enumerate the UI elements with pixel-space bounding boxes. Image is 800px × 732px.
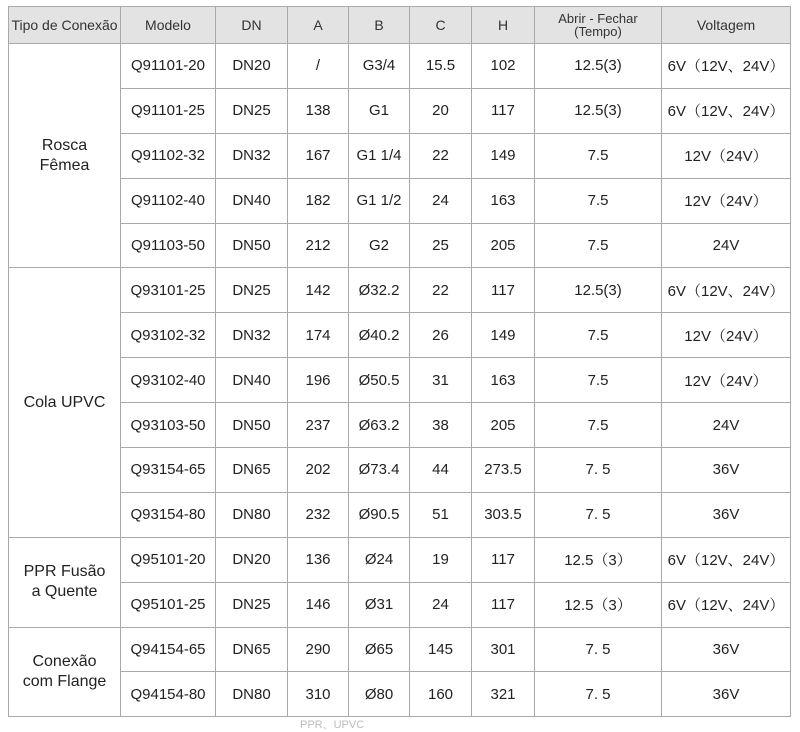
cell-dn: DN80 <box>216 492 288 537</box>
cell-h: 117 <box>472 268 535 313</box>
cell-modelo: Q93154-80 <box>121 492 216 537</box>
header-tempo-line2: (Tempo) <box>574 24 622 39</box>
cell-voltagem: 12V（24V） <box>662 133 791 178</box>
cell-modelo: Q91102-40 <box>121 178 216 223</box>
cell-voltagem: 12V（24V） <box>662 178 791 223</box>
cell-voltagem: 24V <box>662 403 791 448</box>
group-label-line1: Rosca <box>41 136 88 154</box>
cell-c: 15.5 <box>410 44 472 89</box>
cell-a: 232 <box>288 492 349 537</box>
cell-tempo: 7.5 <box>535 223 662 268</box>
cell-h: 303.5 <box>472 492 535 537</box>
table-row <box>9 88 791 133</box>
cell-b: Ø24 <box>349 537 410 582</box>
cell-voltagem: 6V（12V、24V） <box>662 268 791 313</box>
table-row <box>9 178 791 223</box>
cell-c: 25 <box>410 223 472 268</box>
group-label-line1: Conexão <box>32 652 97 670</box>
cell-b: Ø65 <box>349 627 410 672</box>
cell-a: 136 <box>288 537 349 582</box>
cell-a: 167 <box>288 133 349 178</box>
table-body <box>9 44 791 717</box>
group-cell <box>9 268 121 537</box>
cell-h: 163 <box>472 358 535 403</box>
cell-modelo: Q94154-65 <box>121 627 216 672</box>
cell-h: 117 <box>472 537 535 582</box>
cell-h: 163 <box>472 178 535 223</box>
cell-tempo: 12.5(3) <box>535 88 662 133</box>
cell-dn: DN50 <box>216 403 288 448</box>
cell-dn: DN40 <box>216 358 288 403</box>
table-row <box>9 448 791 493</box>
table-row <box>9 627 791 672</box>
cell-dn: DN20 <box>216 537 288 582</box>
group-label-line1: Cola UPVC <box>23 393 106 411</box>
header-a: A <box>288 7 349 44</box>
cell-c: 24 <box>410 582 472 627</box>
cell-a: 290 <box>288 627 349 672</box>
cell-voltagem: 6V（12V、24V） <box>662 582 791 627</box>
cell-dn: DN25 <box>216 582 288 627</box>
cell-tempo: 7.5 <box>535 313 662 358</box>
cell-a: 212 <box>288 223 349 268</box>
cell-voltagem: 36V <box>662 448 791 493</box>
cell-c: 20 <box>410 88 472 133</box>
cell-c: 145 <box>410 627 472 672</box>
cell-modelo: Q93154-65 <box>121 448 216 493</box>
group-cell <box>9 44 121 268</box>
cell-dn: DN65 <box>216 627 288 672</box>
group-label-line2: Fêmea <box>39 156 90 174</box>
cell-voltagem: 12V（24V） <box>662 313 791 358</box>
cell-c: 22 <box>410 268 472 313</box>
cell-c: 31 <box>410 358 472 403</box>
header-voltagem: Voltagem <box>662 7 791 44</box>
cell-voltagem: 6V（12V、24V） <box>662 537 791 582</box>
cell-b: G2 <box>349 223 410 268</box>
cell-modelo: Q95101-20 <box>121 537 216 582</box>
cell-b: G1 1/4 <box>349 133 410 178</box>
cell-dn: DN65 <box>216 448 288 493</box>
cell-b: Ø50.5 <box>349 358 410 403</box>
cell-tempo: 7.5 <box>535 178 662 223</box>
cell-h: 205 <box>472 403 535 448</box>
cell-a: 138 <box>288 88 349 133</box>
cell-b: Ø40.2 <box>349 313 410 358</box>
cell-c: 19 <box>410 537 472 582</box>
cell-modelo: Q93102-40 <box>121 358 216 403</box>
table-row <box>9 358 791 403</box>
header-tempo <box>535 7 662 44</box>
cell-tempo: 7. 5 <box>535 672 662 717</box>
cell-h: 301 <box>472 627 535 672</box>
cell-modelo: Q91101-25 <box>121 88 216 133</box>
cell-modelo: Q91102-32 <box>121 133 216 178</box>
header-c: C <box>410 7 472 44</box>
cell-a: 237 <box>288 403 349 448</box>
table-row <box>9 403 791 448</box>
cell-c: 51 <box>410 492 472 537</box>
cell-tempo: 7.5 <box>535 403 662 448</box>
cell-tempo: 7.5 <box>535 358 662 403</box>
cell-tempo: 7. 5 <box>535 448 662 493</box>
cell-a: 146 <box>288 582 349 627</box>
cell-dn: DN32 <box>216 133 288 178</box>
table-row <box>9 672 791 717</box>
cell-h: 149 <box>472 313 535 358</box>
cell-b: Ø80 <box>349 672 410 717</box>
header-tempo-line1: Abrir - Fechar <box>558 11 638 26</box>
cell-modelo: Q93103-50 <box>121 403 216 448</box>
cell-b: Ø63.2 <box>349 403 410 448</box>
cell-modelo: Q91103-50 <box>121 223 216 268</box>
table-row <box>9 537 791 582</box>
cell-b: Ø73.4 <box>349 448 410 493</box>
cell-voltagem: 6V（12V、24V） <box>662 44 791 89</box>
cell-b: Ø32.2 <box>349 268 410 313</box>
table-row <box>9 133 791 178</box>
table-row <box>9 492 791 537</box>
table-row <box>9 223 791 268</box>
cell-modelo: Q91101-20 <box>121 44 216 89</box>
cell-h: 205 <box>472 223 535 268</box>
spec-table <box>8 6 791 717</box>
cell-c: 24 <box>410 178 472 223</box>
cell-b: G3/4 <box>349 44 410 89</box>
cell-modelo: Q95101-25 <box>121 582 216 627</box>
table-row <box>9 268 791 313</box>
cell-tempo: 12.5（3） <box>535 537 662 582</box>
cell-c: 26 <box>410 313 472 358</box>
cell-dn: DN40 <box>216 178 288 223</box>
header-modelo: Modelo <box>121 7 216 44</box>
cell-a: / <box>288 44 349 89</box>
header-row <box>9 7 791 44</box>
cell-b: G1 <box>349 88 410 133</box>
cell-a: 310 <box>288 672 349 717</box>
cell-a: 174 <box>288 313 349 358</box>
cell-dn: DN25 <box>216 88 288 133</box>
cell-tempo: 12.5(3) <box>535 268 662 313</box>
cell-b: Ø90.5 <box>349 492 410 537</box>
header-dn: DN <box>216 7 288 44</box>
cell-c: 44 <box>410 448 472 493</box>
cell-voltagem: 36V <box>662 492 791 537</box>
cell-voltagem: 36V <box>662 627 791 672</box>
cell-c: 22 <box>410 133 472 178</box>
cell-voltagem: 6V（12V、24V） <box>662 88 791 133</box>
cell-voltagem: 12V（24V） <box>662 358 791 403</box>
cell-h: 273.5 <box>472 448 535 493</box>
cell-dn: DN80 <box>216 672 288 717</box>
header-b: B <box>349 7 410 44</box>
cell-modelo: Q93101-25 <box>121 268 216 313</box>
group-cell <box>9 537 121 627</box>
cell-h: 117 <box>472 88 535 133</box>
cell-voltagem: 24V <box>662 223 791 268</box>
cell-tempo: 7.5 <box>535 133 662 178</box>
cell-c: 38 <box>410 403 472 448</box>
cell-a: 142 <box>288 268 349 313</box>
group-cell <box>9 627 121 717</box>
cell-h: 149 <box>472 133 535 178</box>
table-row <box>9 313 791 358</box>
cell-tempo: 7. 5 <box>535 492 662 537</box>
cell-dn: DN25 <box>216 268 288 313</box>
cell-h: 102 <box>472 44 535 89</box>
cell-tempo: 7. 5 <box>535 627 662 672</box>
group-label-line1: PPR Fusão <box>23 563 106 581</box>
table-row <box>9 582 791 627</box>
cell-dn: DN32 <box>216 313 288 358</box>
cell-dn: DN20 <box>216 44 288 89</box>
group-label-line2: com Flange <box>22 672 107 690</box>
cell-dn: DN50 <box>216 223 288 268</box>
cell-tempo: 12.5（3） <box>535 582 662 627</box>
header-h: H <box>472 7 535 44</box>
cell-a: 202 <box>288 448 349 493</box>
footnote: PPR、UPVC <box>300 719 365 731</box>
cell-modelo: Q93102-32 <box>121 313 216 358</box>
header-tipo: Tipo de Conexão <box>9 7 121 44</box>
cell-tempo: 12.5(3) <box>535 44 662 89</box>
cell-a: 182 <box>288 178 349 223</box>
cell-modelo: Q94154-80 <box>121 672 216 717</box>
cell-voltagem: 36V <box>662 672 791 717</box>
cell-h: 117 <box>472 582 535 627</box>
cell-h: 321 <box>472 672 535 717</box>
cell-a: 196 <box>288 358 349 403</box>
cell-b: G1 1/2 <box>349 178 410 223</box>
cell-c: 160 <box>410 672 472 717</box>
cell-b: Ø31 <box>349 582 410 627</box>
table-row <box>9 44 791 89</box>
group-label-line2: a Quente <box>31 583 98 601</box>
